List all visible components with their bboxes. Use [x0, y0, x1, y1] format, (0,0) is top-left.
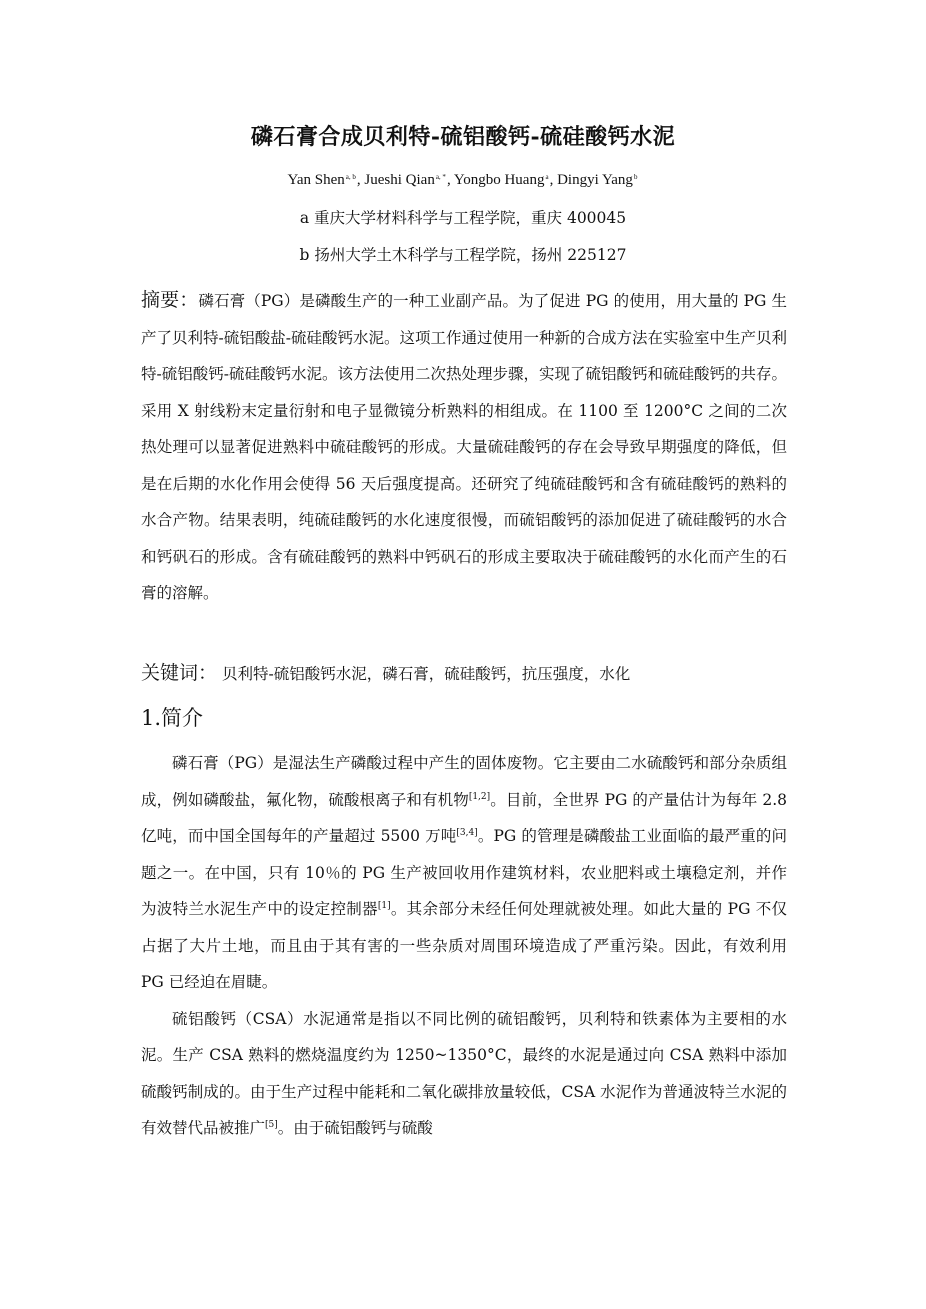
abstract-label: 摘要：: [141, 289, 199, 311]
abstract-text: 磷石膏（PG）是磷酸生产的一种工业副产品。为了促进 PG 的使用，用大量的 PG 生产了贝利特-硫铝酸盐-硫硅酸钙水泥。这项工作通过使用一种新的合成方法在实验室中生产贝利特-硫铝酸钙-硫硅酸钙水泥。该方法使用二次热处理步骤，实现了硫铝酸钙和硫硅酸钙的共存。采用 X 射线粉末定量衍射和电子显微镜分析熟料的相组成。在 1100 至 1200°C 之间的二次热处理可以显著促进熟料中硫硅酸钙的形成。大量硫硅酸钙的存在会导致早期强度的降低，但是在后期的水化作用会使得 56 天后强度提高。还研究了纯硫硅酸钙和含有硫硅酸钙的熟料的水合产物。结果表明，纯硫硅酸钙的水化速度很慢，而硫铝酸钙的添加促进了硫硅酸钙的水合和钙矾石的形成。含有硫硅酸钙的熟料中钙矾石的形成主要取决于硫硅酸钙的水化而产生的石膏的溶解。: [141, 292, 787, 602]
author-name: Jueshi Qian: [364, 172, 435, 188]
author-list: Yan Shen$^{a, b}$, Jueshi Qian$^{a, *}$, Yongbo Huang$^a$, Dingyi Yang$^b$: [287, 172, 638, 188]
author-name: Dingyi Yang: [557, 172, 633, 188]
citation: [1,2]: [468, 791, 491, 802]
abstract: [141, 282, 787, 612]
paragraph-text: 硫铝酸钙（CSA）水泥通常是指以不同比例的硫铝酸钙，贝利特和铁素体为主要相的水泥。生产 CSA 熟料的燃烧温度约为 1250~1350°C，最终的水泥是通过向 CSA 熟料中添加硫酸钙制成的。由于生产过程中能耗和二氧化碳排放量较低，CSA 水泥作为普通波特兰水泥的有效替代品被推广: [141, 1009, 787, 1137]
paper-title: 磷石膏合成贝利特-硫铝酸钙-硫硅酸钙水泥: [250, 124, 676, 150]
section-heading: 1.简介: [141, 706, 204, 730]
paragraph-text: 。由于硫铝酸钙与硫酸: [277, 1119, 433, 1137]
keywords-label: 关键词：: [141, 662, 218, 684]
author-name: Yan Shen: [287, 172, 345, 188]
paragraph-text: 磷石膏（PG）是湿法生产磷酸过程中产生的固体废物。它主要由二水硫酸钙和部分杂质组成，例如磷酸盐，氟化物，硫酸根离子和有机物: [141, 754, 787, 809]
author-affiliation-mark: b: [633, 173, 638, 181]
author-affiliation-mark: a, *: [435, 173, 446, 181]
author-affiliation-mark: a, b: [345, 173, 356, 181]
paragraph: [141, 745, 787, 1001]
affiliation-b: b 扬州大学土木科学与工程学院，扬州 225127: [299, 246, 627, 264]
paragraph-text: 。其余部分未经任何处理就被处理。如此大量的 PG 不仅占据了大片土地，而且由于其有害的一些杂质对周围环境造成了严重污染。因此，有效利用 PG 已经迫在眉睫。: [141, 900, 787, 991]
paragraph: [141, 1001, 787, 1147]
citation: [1]: [377, 901, 391, 911]
citation: [3,4]: [456, 828, 478, 838]
author-affiliation-mark: a: [545, 173, 549, 181]
keywords-text: 贝利特-硫铝酸钙水泥，磷石膏，硫硅酸钙，抗压强度，水化: [221, 665, 631, 683]
paragraph-text: 。目前，全世界 PG 的产量估计为每年 2.8 亿吨，而中国全国每年的产量超过 5500 万吨: [141, 790, 787, 845]
author-name: Yongbo Huang: [453, 172, 545, 188]
keywords: [141, 655, 787, 692]
affiliation-a: a 重庆大学材料科学与工程学院，重庆 400045: [299, 209, 627, 227]
introduction-body: [141, 745, 787, 1147]
paragraph-text: 。PG 的管理是磷酸盐工业面临的最严重的问题之一。在中国，只有 10％的 PG 生产被回收用作建筑材料，农业肥料或土壤稳定剂，并作为波特兰水泥生产中的设定控制器: [141, 827, 787, 918]
citation: [5]: [265, 1120, 278, 1130]
